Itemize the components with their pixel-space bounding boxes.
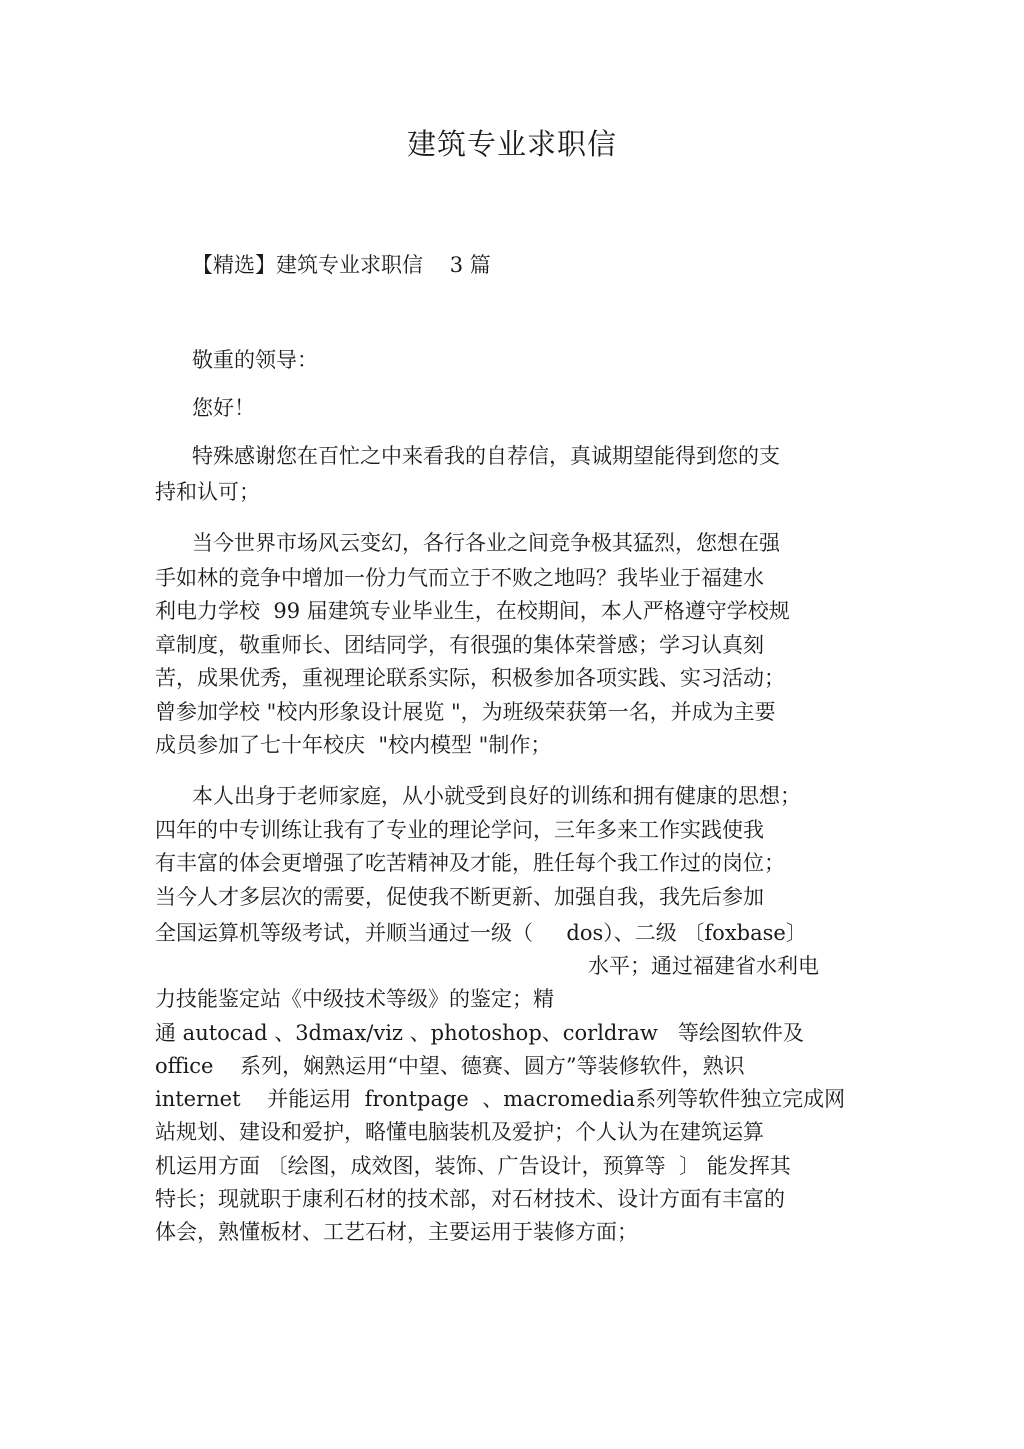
paragraph-line: 机运用方面 〔绘图，成效图，装饰、广告设计，预算等 〕 能发挥其 bbox=[155, 1154, 791, 1178]
document-subtitle: 【精选】建筑专业求职信 3 篇 bbox=[192, 253, 491, 277]
paragraph-line: 特长；现就职于康利石材的技术部，对石材技术、设计方面有丰富的 bbox=[155, 1187, 785, 1211]
paragraph-line: office 系列，娴熟运用“中望、德赛、圆方”等装修软件，熟识 bbox=[155, 1054, 745, 1078]
paragraph-line: 特殊感谢您在百忙之中来看我的自荐信，真诚期望能得到您的支 bbox=[192, 444, 780, 468]
paragraph-line: internet 并能运用 frontpage 、macromedia系列等软件独立完成网 bbox=[155, 1087, 846, 1111]
paragraph-line: 通 autocad 、3dmax/viz 、photoshop、corldraw 等绘图软件及 bbox=[155, 1021, 804, 1045]
paragraph-line: 章制度，敬重师长、团结同学，有很强的集体荣誉感；学习认真刻 bbox=[155, 633, 764, 657]
paragraph-line: 持和认可； bbox=[155, 480, 260, 504]
paragraph-line: 水平；通过福建省水利电 bbox=[588, 954, 819, 978]
salutation: 敬重的领导： bbox=[192, 348, 318, 372]
paragraph-line: 有丰富的体会更增强了吃苦精神及才能，胜任每个我工作过的岗位； bbox=[155, 851, 785, 875]
paragraph-line: 体会，熟懂板材、工艺石材，主要运用于装修方面； bbox=[155, 1220, 638, 1244]
paragraph-line: 当今人才多层次的需要，促使我不断更新、加强自我，我先后参加 bbox=[155, 885, 764, 909]
paragraph-line: 全国运算机等级考试，并顺当通过一级（ dos）、二级 〔foxbase〕 bbox=[155, 921, 807, 945]
paragraph-line: 曾参加学校 "校内形象设计展览 "，为班级荣获第一名，并成为主要 bbox=[155, 700, 776, 724]
paragraph-line: 力技能鉴定站《中级技术等级》的鉴定；精 bbox=[155, 987, 554, 1011]
paragraph-line: 利电力学校 99 届建筑专业毕业生，在校期间，本人严格遵守学校规 bbox=[155, 599, 790, 623]
paragraph-line: 本人出身于老师家庭，从小就受到良好的训练和拥有健康的思想； bbox=[192, 784, 801, 808]
page-title: 建筑专业求职信 bbox=[406, 127, 617, 161]
paragraph-line: 手如林的竞争中增加一份力气而立于不败之地吗？我毕业于福建水 bbox=[155, 566, 764, 590]
paragraph-line: 苦，成果优秀，重视理论联系实际，积极参加各项实践、实习活动； bbox=[155, 666, 785, 690]
paragraph-line: 成员参加了七十年校庆 "校内模型 "制作； bbox=[155, 733, 552, 757]
paragraph-line: 当今世界市场风云变幻，各行各业之间竞争极其猛烈，您想在强 bbox=[192, 531, 780, 555]
paragraph-line: 四年的中专训练让我有了专业的理论学问，三年多来工作实践使我 bbox=[155, 818, 764, 842]
paragraph-line: 站规划、建设和爱护，略懂电脑装机及爱护；个人认为在建筑运算 bbox=[155, 1120, 764, 1144]
greeting: 您好！ bbox=[192, 396, 255, 420]
